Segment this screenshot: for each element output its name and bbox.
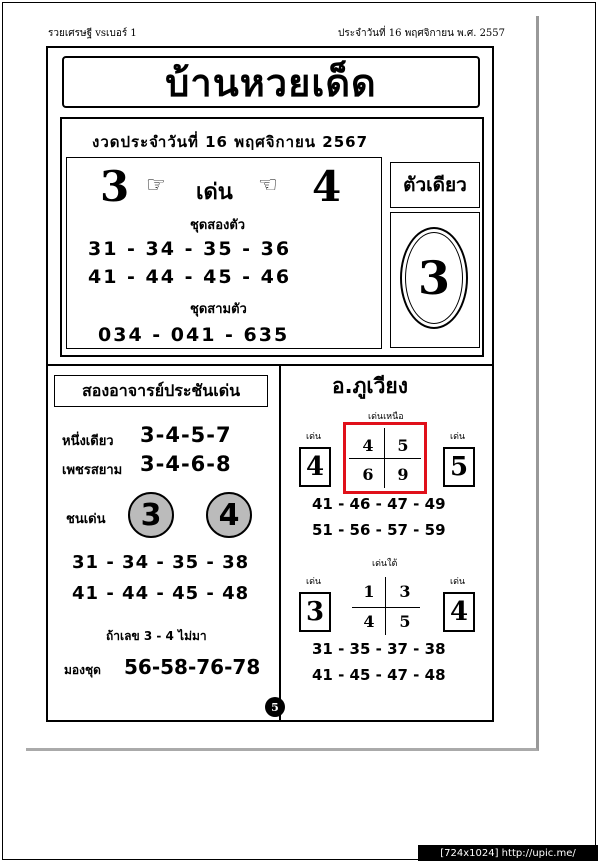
lower-grid-hline	[352, 607, 420, 608]
pick-b-disc: 4	[206, 492, 252, 538]
upper-grid-cell-4: 9	[397, 464, 409, 484]
lower-right-box: 4	[443, 592, 475, 632]
header-left: รวยเศรษฐี vsเบอร์ 1	[48, 28, 137, 39]
single-digit-value: 3	[405, 232, 463, 324]
upper-grid-cell-1: 4	[362, 435, 374, 455]
two-digit-row-1: 31 - 34 - 35 - 36	[88, 238, 292, 260]
section-divider-vertical	[279, 364, 281, 720]
lower-grid-cell-3: 4	[363, 611, 375, 631]
lead-label: เด่น	[196, 180, 233, 205]
line2-value: 3-4-6-8	[140, 452, 232, 476]
lower-grid-cell-2: 3	[399, 581, 411, 601]
lower-grid-cell-4: 5	[399, 611, 411, 631]
upper-row-2: 51 - 56 - 57 - 59	[312, 521, 446, 539]
single-digit-oval	[400, 227, 468, 329]
left-row-1: 31 - 34 - 35 - 38	[72, 552, 250, 573]
section-divider-horizontal	[46, 364, 494, 366]
pick-a-disc: 3	[128, 492, 174, 538]
lead-right-number: 4	[312, 162, 342, 211]
footer-watermark: [724x1024] http://upic.me/	[418, 845, 598, 861]
upper-grid-cell-2: 5	[397, 435, 409, 455]
pointing-hand-left-icon: ☜	[258, 173, 278, 198]
lower-grid-cell-1: 1	[363, 581, 375, 601]
date-line: งวดประจำวันที่ 16 พฤศจิกายน 2567	[92, 133, 369, 151]
lower-row-2: 41 - 45 - 47 - 48	[312, 666, 446, 684]
lower-left-label: เด่น	[306, 577, 322, 587]
upper-grid-hline	[349, 458, 421, 459]
upper-right-label: เด่น	[450, 432, 466, 442]
header-right: ประจำวันที่ 16 พฤศจิกายน พ.ศ. 2557	[338, 28, 506, 39]
set-label: มองชุด	[64, 663, 101, 677]
note-line: ถ้าเลข 3 - 4 ไม่มา	[106, 629, 207, 643]
pick-label: ชนเด่น	[66, 512, 106, 527]
left-row-2: 41 - 44 - 45 - 48	[72, 583, 250, 604]
upper-left-label: เด่น	[306, 432, 322, 442]
lower-label: เด่นใต้	[372, 559, 398, 569]
two-digit-row-2: 41 - 44 - 45 - 46	[88, 266, 292, 288]
line1-value: 3-4-5-7	[140, 423, 232, 447]
lower-grid-vline	[385, 577, 386, 635]
three-digit-row: 034 - 041 - 635	[98, 324, 290, 346]
left-panel-title: สองอาจารย์ประชันเด่น	[54, 375, 268, 407]
upper-grid-cell-3: 6	[362, 464, 374, 484]
two-digit-label: ชุดสองตัว	[190, 218, 246, 233]
three-digit-label: ชุดสามตัว	[190, 302, 247, 317]
lower-row-1: 31 - 35 - 37 - 38	[312, 640, 446, 658]
right-panel-title: อ.ภูเวียง	[332, 374, 408, 398]
upper-left-box: 4	[299, 447, 331, 487]
line1-label: หนึ่งเดียว	[62, 434, 114, 449]
page-number: 5	[265, 697, 285, 717]
lower-right-label: เด่น	[450, 577, 466, 587]
single-digit-label: ตัวเดียว	[390, 162, 480, 208]
upper-row-1: 41 - 46 - 47 - 49	[312, 495, 446, 513]
lower-left-box: 3	[299, 592, 331, 632]
lead-left-number: 3	[100, 162, 130, 211]
line2-label: เพชรสยาม	[62, 463, 123, 478]
banner-title: บ้านหวยเด็ด	[62, 56, 480, 108]
upper-label: เด่นเหนือ	[368, 412, 404, 422]
upper-right-box: 5	[443, 447, 475, 487]
pointing-hand-right-icon: ☞	[146, 173, 166, 198]
set-value: 56-58-76-78	[124, 655, 261, 679]
